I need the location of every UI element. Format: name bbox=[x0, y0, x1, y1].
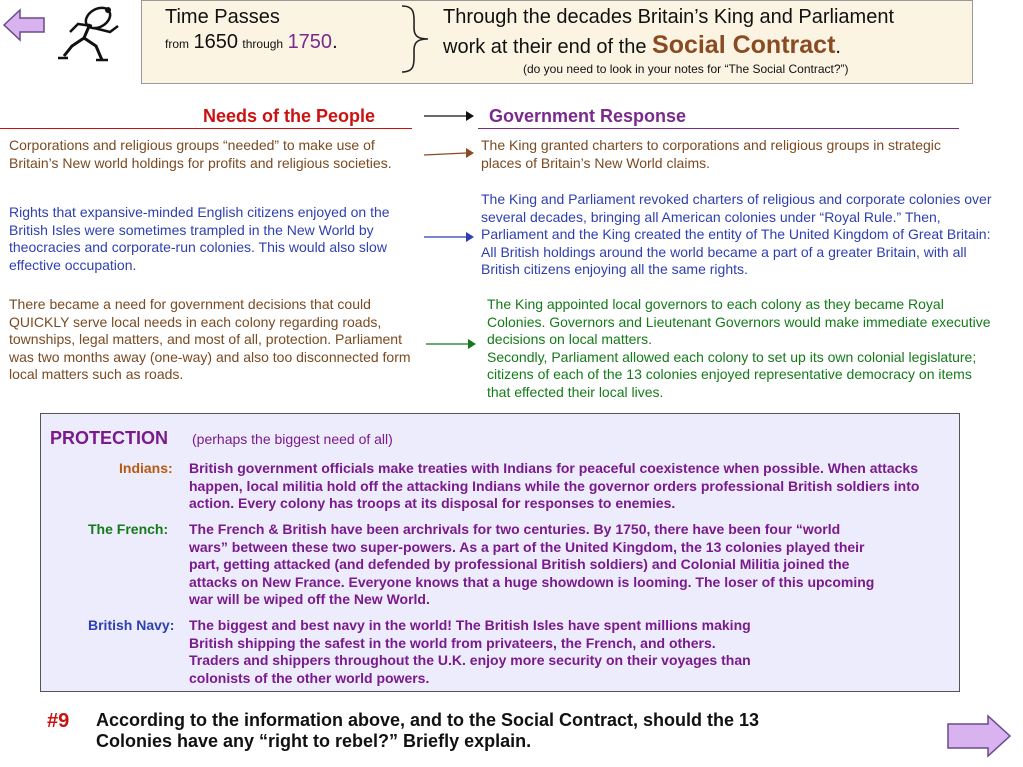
protection-subtitle: (perhaps the biggest need of all) bbox=[192, 431, 393, 447]
response-row-1: The King granted charters to corporations and religious groups in strategic places of Britain’s New World claims. bbox=[481, 137, 941, 171]
back-button[interactable] bbox=[2, 8, 46, 42]
navy-label: British Navy: bbox=[88, 617, 175, 633]
arrow-left-icon bbox=[2, 8, 46, 42]
protection-heading bbox=[50, 428, 393, 449]
time-passes-title: Time Passes bbox=[165, 6, 280, 28]
needs-underline bbox=[0, 128, 412, 129]
header-line2-prefix: work at their end of the bbox=[443, 36, 647, 58]
row-1-arrow bbox=[424, 148, 474, 162]
indians-text: British government officials make treaties with Indians for peaceful coexistence when possible. When attacks happen, local militia hold off the attacking Indians while the governor orders professional British soldiers into action. Every colony has troops at its disposal for responses to enemies. bbox=[189, 460, 920, 511]
row-2-arrow bbox=[424, 230, 474, 244]
need-row-1: Corporations and religious groups “needed” to make use of Britain’s New world holdings for profits and religious societies. bbox=[9, 137, 392, 171]
next-button[interactable] bbox=[946, 714, 1012, 758]
row-3-arrow bbox=[426, 337, 476, 351]
question-text: According to the information above, and to the Social Contract, should the 13 Colonies have any “right to rebel?” Briefly explain. bbox=[96, 710, 760, 751]
need-row-3: There became a need for government decisions that could QUICKLY serve local needs in each colony regarding roads, townships, legal matters, and most of all, protection. Parliament was two months away (one-way) and also too disconnected form local matters such as roads. bbox=[9, 296, 411, 382]
heading-arrow bbox=[424, 109, 474, 123]
header-statement-line2 bbox=[443, 31, 841, 60]
question-number: #9 bbox=[47, 710, 70, 732]
curly-brace-icon bbox=[398, 4, 432, 74]
need-row-2: Rights that expansive-minded English citizens enjoyed on the British Isles were sometimes trampled in the New World by theocracies and corporate-run colonies. This would also slow effective occupation. bbox=[9, 204, 390, 273]
response-row-2: The King and Parliament revoked charters of religious and corporate colonies over several decades, bringing all American colonies under “Royal Rule.” Then, Parliament and the King created the entity of The United Kingdom of Great Britain: All British holdings around the world became a part of a greater Britain, with all British citizens enjoying all the same rights. bbox=[481, 191, 992, 277]
through-label: through bbox=[242, 37, 284, 51]
navy-text: The biggest and best navy in the world! The British Isles have spent millions making British shipping the safest in the world from privateers, the French, and others. Traders and shippers throughout the U.K. enjoy more security on their voyages than colonists of the other world powers. bbox=[189, 617, 751, 686]
response-underline bbox=[478, 128, 959, 129]
year-period: . bbox=[332, 31, 338, 53]
header-statement-line1: Through the decades Britain’s King and Parliament bbox=[443, 6, 895, 28]
header-note: (do you need to look in your notes for “The Social Contract?”) bbox=[523, 62, 849, 76]
social-contract-emphasis: Social Contract bbox=[652, 31, 836, 59]
header-line2-suffix: . bbox=[835, 36, 841, 58]
response-heading: Government Response bbox=[489, 106, 687, 126]
french-text: The French & British have been archrivals for two centuries. By 1750, there have been four “world wars” between these two super-powers. As a part of the United Kingdom, the 13 colonies played their part, getting attacked (and defended by professional British soldiers) and Colonial Militia joined the attacks on New France. Everyone knows that a huge showdown is looming. The loser of this upcoming war will be wiped off the New World. bbox=[189, 521, 875, 607]
year-end: 1750 bbox=[287, 31, 333, 53]
year-range bbox=[165, 31, 338, 54]
running-man-clipart bbox=[52, 2, 128, 64]
response-row-3: The King appointed local governors to each colony as they became Royal Colonies. Governors and Lieutenant Governors would make immediate executive decisions on local matters. Secondly, Parliament allowed each colony to set up its own colonial legislature; citizens of each of the 13 colonies enjoyed representative democracy on items that effected their local lives. bbox=[487, 296, 991, 400]
indians-label: Indians: bbox=[119, 460, 173, 476]
needs-heading: Needs of the People bbox=[203, 106, 376, 126]
year-start: 1650 bbox=[193, 31, 238, 53]
from-label: from bbox=[165, 37, 189, 51]
protection-title: PROTECTION bbox=[50, 428, 169, 448]
arrow-right-icon bbox=[946, 714, 1012, 758]
french-label: The French: bbox=[88, 521, 169, 537]
